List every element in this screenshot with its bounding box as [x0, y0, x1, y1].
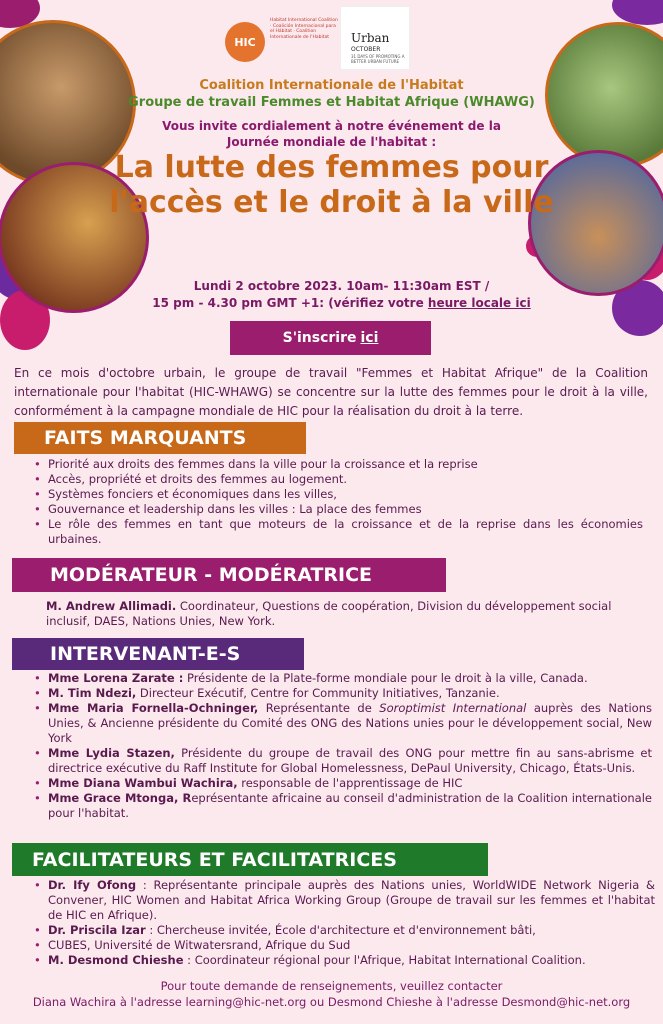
local-time-link[interactable]: heure locale ici	[427, 296, 531, 310]
speaker-organization: Soroptimist International	[379, 701, 527, 715]
event-time-text: 15 pm - 4.30 pm GMT +1: (vérifiez votre	[152, 296, 428, 310]
register-link[interactable]: ici	[360, 330, 379, 346]
highlight-item: • Gouvernance et leadership dans les villes : La place des femmes	[30, 502, 643, 517]
facilitators-heading-text: FACILITATEURS ET FACILITATRICES	[32, 848, 397, 871]
register-button[interactable]	[230, 321, 431, 355]
facilitator-description: : Chercheuse invitée, École d'architecture et d'environnement bâti,	[145, 923, 536, 937]
facilitator-name: Dr. Priscila Izar	[48, 923, 146, 937]
speaker-item	[30, 776, 652, 791]
facilitator-item	[30, 878, 655, 923]
facilitator-item	[30, 953, 655, 968]
highlight-item: • Le rôle des femmes en tant que moteurs de la croissance et de la reprise dans les économies urbaines.	[30, 517, 643, 547]
register-button-label: S'inscrire	[282, 330, 357, 346]
facilitator-name: M. Desmond Chieshe	[48, 953, 184, 967]
speaker-item	[30, 686, 652, 701]
facilitator-description: : Coordinateur régional pour l'Afrique, Habitat International Coalition.	[183, 953, 586, 967]
highlights-heading	[14, 422, 306, 454]
speaker-description: eprésentante africaine au conseil d'administration de la Coalition internationale pour l'habitat.	[48, 791, 652, 820]
speaker-description-continued: auprès des Nations Unies, & Ancienne présidente du Comité des ONG des Nations unies pour le développement social, New York	[48, 701, 652, 745]
intro-paragraph: En ce mois d'octobre urbain, le groupe de travail "Femmes et Habitat Afrique" de la Coalition internationale pour l'habitat (HIC-WHAWG) se concentre sur la lutte des femmes pour le droit à la ville, conformément à la campagne mondiale de HIC pour la réalisation du droit à la terre.	[14, 366, 648, 418]
urban-october-tagline: 31 DAYS OF PROMOTING A BETTER URBAN FUTURE	[351, 54, 405, 64]
hic-logo-text: Habitat International Coalition · Coalición Internacional para el Hábitat · Coalition Internationale de l'Habitat	[270, 18, 338, 40]
contact-line2: Diana Wachira à l'adresse learning@hic-net.org ou Desmond Chieshe à l'adresse Desmond@hic-net.org	[32, 995, 631, 1009]
speaker-description: Présidente du groupe de travail des ONG pour mettre fin au sans-abrisme et directrice exécutive du Raff Institute for Global Homelessness, DePaul University, Chicago, États-Unis.	[48, 746, 652, 775]
facilitators-heading	[12, 843, 488, 876]
event-title: La lutte des femmes pour l'accès et le droit à la ville	[109, 150, 554, 220]
moderator-heading	[12, 558, 446, 592]
facilitators-list	[30, 878, 655, 968]
speaker-name: Mme Lydia Stazen,	[48, 746, 175, 760]
speaker-name: Mme Maria Fornella-Ochninger,	[48, 701, 259, 715]
speaker-item	[30, 746, 652, 776]
speaker-description: Présidente de la Plate-forme mondiale pour le droit à la ville, Canada.	[183, 671, 588, 685]
hic-logo	[225, 22, 265, 62]
urban-october-word-urban: Urban	[351, 31, 390, 45]
invitation-text: Vous invite cordialement à notre événement de la Journée mondiale de l'habitat :	[162, 119, 501, 149]
speakers-list	[30, 671, 652, 821]
speaker-name: M. Tim Ndezi,	[48, 686, 137, 700]
speakers-heading	[12, 638, 304, 670]
facilitator-item	[30, 938, 655, 953]
speaker-description: Directeur Exécutif, Centre for Community Initiatives, Tanzanie.	[136, 686, 500, 700]
contact-line1: Pour toute demande de renseignements, veuillez contacter	[160, 979, 503, 993]
facilitator-name: Dr. Ify Ofong	[48, 878, 137, 892]
speaker-item	[30, 701, 652, 746]
moderator-description: Coordinateur, Questions de coopération, Division du développement social inclusif, DAES, Nations Unies, New York.	[46, 599, 612, 628]
facilitator-description: : Représentante principale auprès des Nations unies, WorldWIDE Network Nigeria & Convener, HIC Women and Habitat Africa Working Group (Groupe de travail sur les femmes et l'habitat de HIC en Afrique).	[48, 878, 655, 922]
event-date	[120, 278, 563, 312]
speaker-name: Mme Lorena Zarate :	[48, 671, 184, 685]
urban-october-word-october: OCTOBER	[351, 46, 381, 53]
highlights-heading-text: FAITS MARQUANTS	[44, 427, 247, 449]
highlight-item: • Systèmes fonciers et économiques dans les villes,	[30, 487, 643, 502]
event-date-line1: Lundi 2 octobre 2023. 10am- 11:30am EST /	[193, 279, 490, 293]
moderator-name: M. Andrew Allimadi.	[46, 599, 177, 613]
speaker-description: responsable de l'apprentissage de HIC	[237, 776, 463, 790]
hic-logo-symbol: HIC	[234, 35, 256, 49]
speaker-name: Mme Diana Wambui Wachira,	[48, 776, 238, 790]
moderator-heading-text: MODÉRATEUR - MODÉRATRICE	[50, 564, 373, 586]
event-date-line2	[120, 295, 563, 312]
contact-footer	[0, 978, 663, 1010]
urban-october-logo	[340, 6, 410, 70]
speaker-item	[30, 791, 652, 821]
highlights-list	[30, 457, 643, 547]
speaker-item	[30, 671, 652, 686]
highlight-item: • Priorité aux droits des femmes dans la ville pour la croissance et la reprise	[30, 457, 643, 472]
org-name: Coalition Internationale de l'Habitat	[199, 78, 464, 93]
speaker-description: Représentante de	[258, 701, 380, 715]
speaker-name: Mme Grace Mtonga, R	[48, 791, 192, 805]
facilitator-description: CUBES, Université de Witwatersrand, Afrique du Sud	[48, 938, 351, 952]
highlight-item: • Accès, propriété et droits des femmes au logement.	[30, 472, 643, 487]
working-group-name: Groupe de travail Femmes et Habitat Afrique (WHAWG)	[128, 95, 535, 110]
facilitator-item	[30, 923, 655, 938]
moderator-entry	[46, 599, 646, 629]
speakers-heading-text: INTERVENANT-E-S	[50, 643, 241, 665]
